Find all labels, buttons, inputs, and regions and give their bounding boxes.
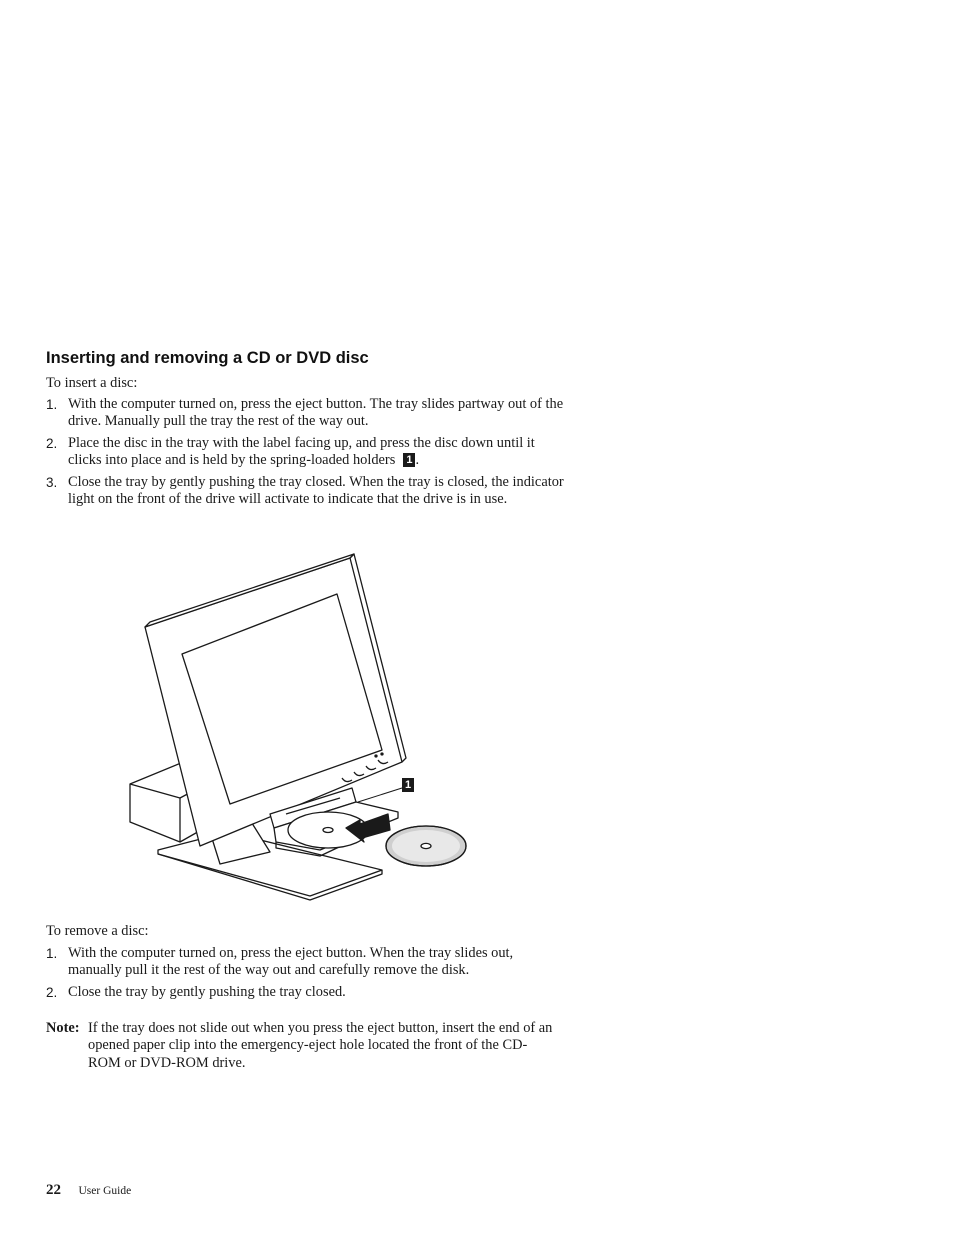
note-text: If the tray does not slide out when you press the eject button, insert the end of an opened paper clip into the emergency-eject hole located the front of the CD-ROM or DVD-ROM drive. (88, 1020, 553, 1071)
page-number: 22 (46, 1182, 61, 1198)
step-number: 1. (46, 397, 58, 412)
step-number: 2. (46, 985, 58, 1001)
remove-intro: To remove a disc: (46, 923, 149, 939)
computer-illustration-svg (120, 552, 480, 904)
step-number: 3. (46, 475, 58, 491)
disc-insertion-illustration (120, 552, 480, 904)
step-number: 1. (46, 946, 58, 961)
insert-steps-list (46, 396, 566, 513)
note-label: Note: (46, 1020, 80, 1036)
step-text: Close the tray by gently pushing the tray closed. When the tray is closed, the indicator light on the front of the drive will activate to indicate that the drive is in use. (68, 474, 564, 508)
insert-step-3 (46, 474, 566, 509)
callout-leader (358, 788, 402, 802)
step-text: With the computer turned on, press the eject button. When the tray slides out, manually pull it the rest of the way out and carefully remove the disk. (68, 945, 514, 979)
remove-step-1 (46, 945, 566, 980)
step-text: Place the disc in the tray with the label facing up, and press the disc down until it clicks into place and is held by the spring-loaded holders (68, 435, 535, 469)
page-footer (46, 1182, 131, 1199)
step-number: 2. (46, 436, 58, 452)
step-tail: . (415, 452, 420, 469)
step-text: Close the tray by gently pushing the tray closed. (68, 984, 346, 1001)
remove-steps-list (46, 945, 566, 1006)
section-heading: Inserting and removing a CD or DVD disc (46, 349, 369, 367)
figure-callout-badge: 1 (402, 778, 414, 792)
remove-step-2 (46, 984, 566, 1001)
note-block (46, 1020, 556, 1072)
insert-intro: To insert a disc: (46, 375, 138, 391)
guide-name: User Guide (78, 1185, 132, 1197)
insert-step-1 (46, 396, 566, 431)
step-text: With the computer turned on, press the eject button. The tray slides partway out of the drive. Manually pull the tray the rest of the way out. (68, 396, 564, 430)
insert-step-2 (46, 435, 566, 470)
callout-badge: 1 (403, 453, 415, 467)
